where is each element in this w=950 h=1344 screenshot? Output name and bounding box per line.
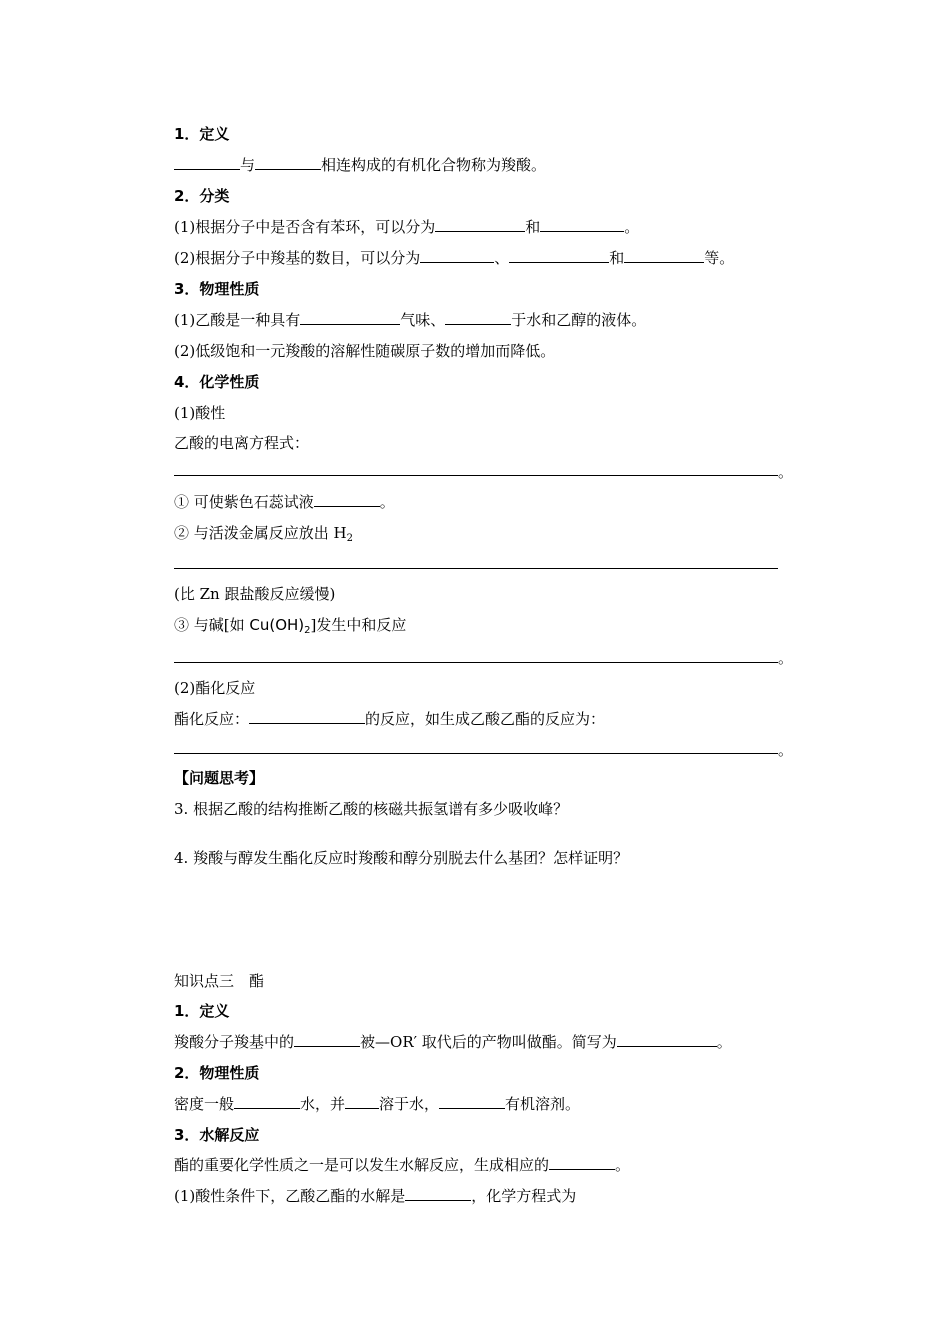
question-section-heading: 【问题思考】	[174, 769, 265, 787]
answer-line[interactable]	[174, 662, 778, 663]
question-3: 3. 根据乙酸的结构推断乙酸的核磁共振氢谱有多少吸收峰？	[174, 800, 569, 818]
blank[interactable]	[435, 217, 525, 232]
hydrolysis-line: 酯的重要化学性质之一是可以发生水解反应，生成相应的 。	[174, 1156, 631, 1174]
period: 。	[778, 463, 794, 481]
heading-definition: 1．定义	[174, 125, 230, 143]
blank[interactable]	[540, 217, 624, 232]
item-litmus: ① 可使紫色石蕊试液 。	[174, 493, 395, 511]
esterification-line: 酯化反应： 的反应，如生成乙酸乙酯的反应为：	[174, 710, 606, 728]
zn-comparison-note: (比 Zn 跟盐酸反应缓慢)	[174, 585, 336, 603]
blank[interactable]	[294, 1032, 360, 1047]
answer-line[interactable]	[174, 475, 778, 476]
answer-line[interactable]	[174, 753, 778, 754]
question-4: 4. 羧酸与醇发生酯化反应时羧酸和醇分别脱去什么基团？怎样证明？	[174, 849, 629, 867]
period: 。	[778, 649, 794, 667]
heading-ester-definition: 1．定义	[174, 1002, 230, 1020]
answer-line[interactable]	[174, 568, 778, 569]
blank[interactable]	[300, 310, 400, 325]
heading-ester-physical: 2．物理性质	[174, 1064, 260, 1082]
blank[interactable]	[617, 1032, 717, 1047]
heading-hydrolysis: 3．水解反应	[174, 1126, 260, 1144]
heading-physical-properties: 3．物理性质	[174, 280, 260, 298]
blank[interactable]	[345, 1094, 379, 1109]
blank[interactable]	[234, 1094, 300, 1109]
classification-line-2: (2)根据分子中羧基的数目，可以分为 、 和 等。	[174, 249, 735, 267]
blank[interactable]	[174, 155, 240, 170]
blank[interactable]	[439, 1094, 505, 1109]
blank[interactable]	[255, 155, 321, 170]
ester-definition-line: 羧酸分子羧基中的 被—OR′ 取代后的产物叫做酯。简写为 。	[174, 1033, 732, 1051]
blank[interactable]	[509, 248, 609, 263]
physical-line-1: (1)乙酸是一种具有 气味、 于水和乙醇的液体。	[174, 311, 647, 329]
blank[interactable]	[624, 248, 704, 263]
blank[interactable]	[405, 1186, 471, 1201]
ester-physical-line: 密度一般 水，并 溶于水， 有机溶剂。	[174, 1095, 581, 1113]
esterification-heading: (2)酯化反应	[174, 679, 256, 697]
acid-hydrolysis-line: (1)酸性条件下，乙酸乙酯的水解是 ，化学方程式为	[174, 1187, 577, 1205]
blank[interactable]	[549, 1155, 615, 1170]
heading-chemical-properties: 4．化学性质	[174, 373, 260, 391]
classification-line-1: (1)根据分子中是否含有苯环，可以分为 和 。	[174, 218, 640, 236]
definition-line: 与 相连构成的有机化合物称为羧酸。	[174, 155, 546, 175]
item-active-metal: ② 与活泼金属反应放出 $H_2$	[174, 524, 353, 544]
blank[interactable]	[445, 310, 511, 325]
period: 。	[778, 741, 794, 759]
acidity-heading: (1)酸性	[174, 404, 226, 422]
item-base-neutralization: ③ 与碱[如 $Cu(OH)_2$]发生中和反应	[174, 616, 407, 636]
blank[interactable]	[314, 492, 380, 507]
physical-line-2: (2)低级饱和一元羧酸的溶解性随碳原子数的增加而降低。	[174, 342, 556, 360]
section-title: 知识点三 酯	[174, 972, 265, 990]
heading-classification: 2．分类	[174, 187, 230, 205]
blank[interactable]	[420, 248, 494, 263]
ionization-equation-label: 乙酸的电离方程式：	[174, 434, 310, 452]
blank[interactable]	[249, 709, 365, 724]
